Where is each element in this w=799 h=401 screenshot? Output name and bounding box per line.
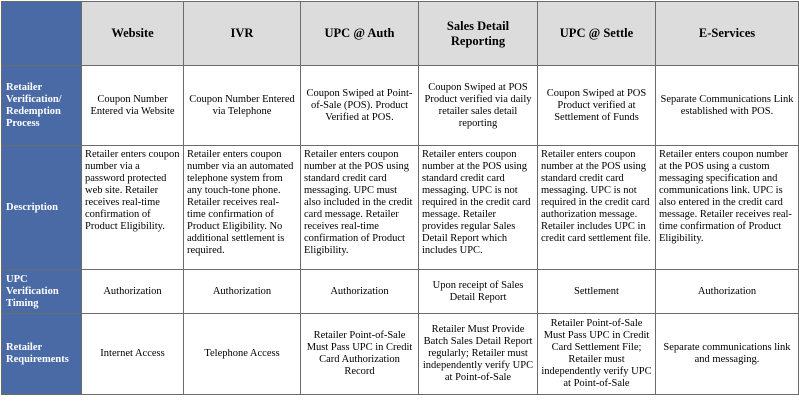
table-cell: Retailer enters coupon number via an automated telephone system from any touch-tone phone. Retailer receives real-time confirmation of Product Eligibility. No additional settlement is required. — [184, 146, 301, 270]
table-cell: Telephone Access — [184, 314, 301, 395]
comparison-table-wrapper — [1, 1, 798, 398]
column-header-e-services: E-Services — [656, 2, 799, 66]
table-row-verification-timing — [2, 270, 799, 314]
comparison-table — [1, 1, 799, 395]
row-header-description: Description — [2, 146, 82, 270]
table-cell: Retailer Must Provide Batch Sales Detail Report regularly; Retailer must independently verify UPC at Point-of-Sale — [419, 314, 538, 395]
column-header-website: Website — [82, 2, 184, 66]
table-cell: Authorization — [184, 270, 301, 314]
corner-cell — [2, 2, 82, 66]
table-cell: Retailer enters coupon number at the POS using a custom messaging specification and communications link. UPC is also entered in the credit card message. Retailer receives real-time confirmation of Product Eligibility. — [656, 146, 799, 270]
column-header-upc-auth: UPC @ Auth — [301, 2, 419, 66]
table-cell: Coupon Swiped at Point-of-Sale (POS). Product Verified at POS. — [301, 66, 419, 146]
table-cell: Upon receipt of Sales Detail Report — [419, 270, 538, 314]
row-header-verification-process: Retailer Verification/ Redemption Process — [2, 66, 82, 146]
table-row-description — [2, 146, 799, 270]
table-cell: Retailer Point-of-Sale Must Pass UPC in Credit Card Settlement File; Retailer must independently verify UPC at Point-of-Sale — [538, 314, 656, 395]
table-cell: Retailer enters coupon number at the POS using standard credit card messaging. UPC must also included in the credit card message. Retailer receives real-time confirmation of Product Eligibility. — [301, 146, 419, 270]
table-cell: Retailer enters coupon number via a password protected web site. Retailer receives real-time confirmation of Product Eligibility. — [82, 146, 184, 270]
column-header-sales-detail-reporting: Sales Detail Reporting — [419, 2, 538, 66]
table-cell: Coupon Number Entered via Telephone — [184, 66, 301, 146]
column-header-ivr: IVR — [184, 2, 301, 66]
table-cell: Coupon Swiped at POS Product verified via daily retailer sales detail reporting — [419, 66, 538, 146]
table-cell: Authorization — [301, 270, 419, 314]
table-row-verification-process — [2, 66, 799, 146]
row-header-retailer-requirements: Retailer Requirements — [2, 314, 82, 395]
table-cell: Separate Communications Link established with POS. — [656, 66, 799, 146]
table-cell: Coupon Swiped at POS Product verified at Settlement of Funds — [538, 66, 656, 146]
header-row — [2, 2, 799, 66]
table-cell: Retailer enters coupon number at the POS using standard credit card messaging. UPC is not required in the credit card message. Retailer provides regular Sales Detail Report which includes UPC. — [419, 146, 538, 270]
row-header-verification-timing: UPC Verification Timing — [2, 270, 82, 314]
table-cell: Coupon Number Entered via Website — [82, 66, 184, 146]
table-cell: Internet Access — [82, 314, 184, 395]
table-cell: Authorization — [656, 270, 799, 314]
column-header-upc-settle: UPC @ Settle — [538, 2, 656, 66]
table-cell: Authorization — [82, 270, 184, 314]
table-cell: Separate communications link and messaging. — [656, 314, 799, 395]
table-cell: Retailer enters coupon number at the POS using standard credit card messaging. UPC is not required in the credit card authorization message. Retailer includes UPC in credit card settlement file. — [538, 146, 656, 270]
table-row-retailer-requirements — [2, 314, 799, 395]
table-cell: Retailer Point-of-Sale Must Pass UPC in Credit Card Authorization Record — [301, 314, 419, 395]
table-cell: Settlement — [538, 270, 656, 314]
